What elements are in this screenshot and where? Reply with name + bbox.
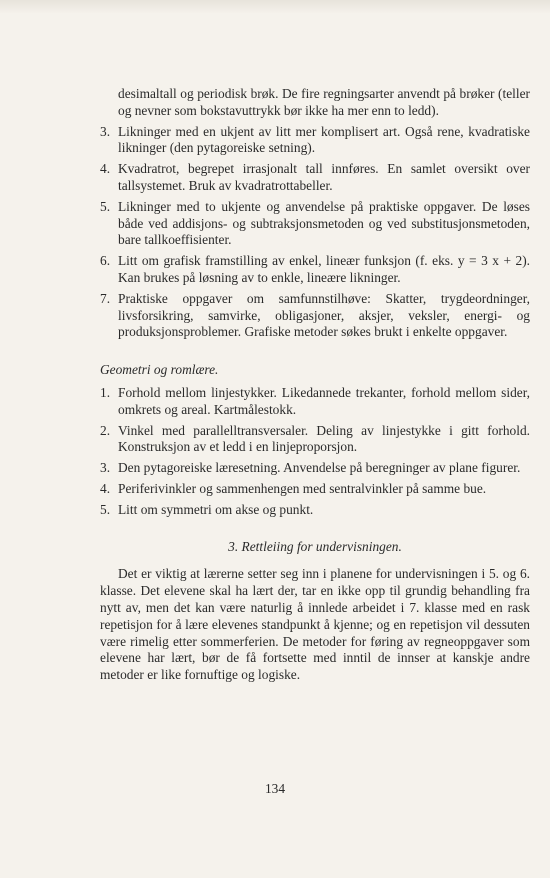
- list-item: [100, 124, 530, 158]
- item-text: Periferivinkler og sammenhengen med sentralvinkler på samme bue.: [118, 480, 487, 496]
- item-number: 5.: [100, 501, 111, 517]
- item-number: 2.: [100, 422, 111, 438]
- item-text: Praktiske oppgaver om samfunnstilhøve: Skatter, trygdeordninger, livsforsikring, samvirke, obligasjoner, aksjer, veksler, energi- og produksjonsproblemer. Grafiske metoder søkes brukt i enkelte oppgaver.: [118, 290, 530, 340]
- geometry-list: [100, 385, 530, 519]
- item-text: Vinkel med parallelltransversaler. Deling av linjestykke i gitt forhold. Konstruksjon av et ledd i en linjeproporsjon.: [118, 422, 530, 455]
- algebra-list: [100, 124, 530, 342]
- list-item: [100, 161, 530, 195]
- item-number: 4.: [100, 161, 111, 177]
- item-text: Den pytagoreiske læresetning. Anvendelse på beregninger av plane figurer.: [118, 460, 521, 476]
- intro-paragraph: desimaltall og periodisk brøk. De fire regningsarter anvendt på brøker (teller og nevner som bokstavuttrykk bør ikke ha mer enn to ledd).: [118, 86, 530, 118]
- list-item: [100, 502, 530, 519]
- item-text: Kvadratrot, begrepet irrasjonalt tall innføres. En samlet oversikt over tallsystemet. Bruk av kvadratrottabeller.: [118, 161, 530, 193]
- list-item: [100, 199, 530, 249]
- list-item: [100, 291, 530, 341]
- item-number: 4.: [100, 480, 111, 496]
- item-number: 5.: [100, 198, 111, 214]
- item-text: Forhold mellom linjestykker. Likedannede trekanter, forhold mellom sider, omkrets og areal. Kartmålestokk.: [118, 384, 530, 417]
- item-number: 3.: [100, 123, 111, 139]
- page-top-edge: [0, 0, 550, 14]
- list-item: [100, 481, 530, 498]
- item-text: Litt om symmetri om akse og punkt.: [118, 501, 314, 517]
- list-item: [100, 460, 530, 477]
- item-number: 1.: [100, 384, 111, 400]
- geometry-heading: Geometri og romlære.: [100, 362, 219, 378]
- body-paragraph: Det er viktig at lærerne setter seg inn i planene for undervisningen i 5. og 6. klasse. Det elevene skal ha lært der, tar en ikke opp til grundig behandling fra nytt av, men det kan være naturlig å innlede arbeidet i 7. klasse med en rask repetisjon for å lære elevenes standpunkt å kjenne; og en repetisjon vil dessuten være rimelig etter sommerferien. De metoder for føring av regneoppgaver som elevene har lært, bør de få fortsette med inntil de innser at kanskje andre metoder er like fornuftige og logiske.: [100, 566, 530, 683]
- item-text: Likninger med to ukjente og anvendelse på praktiske oppgaver. De løses både ved addisjons- og subtraksjonsmetoden og ved substitusjonsmetoden, bare tallkoeffisienter.: [118, 198, 530, 248]
- item-text: Likninger med en ukjent av litt mer komplisert art. Også rene, kvadratiske likninger (den pytagoreiske setning).: [118, 123, 530, 156]
- section-heading: 3. Rettleiing for undervisningen.: [228, 538, 402, 554]
- list-item: [100, 423, 530, 457]
- page-content: [100, 86, 530, 684]
- item-number: 3.: [100, 460, 111, 476]
- page-number: 134: [264, 781, 286, 796]
- item-text: Litt om grafisk framstilling av enkel, lineær funksjon (f. eks. y = 3 x + 2). Kan brukes på løsning av to enkle, lineære likninger.: [118, 253, 530, 285]
- item-number: 7.: [100, 290, 111, 306]
- list-item: [100, 253, 530, 287]
- list-item: [100, 385, 530, 419]
- item-number: 6.: [100, 253, 111, 269]
